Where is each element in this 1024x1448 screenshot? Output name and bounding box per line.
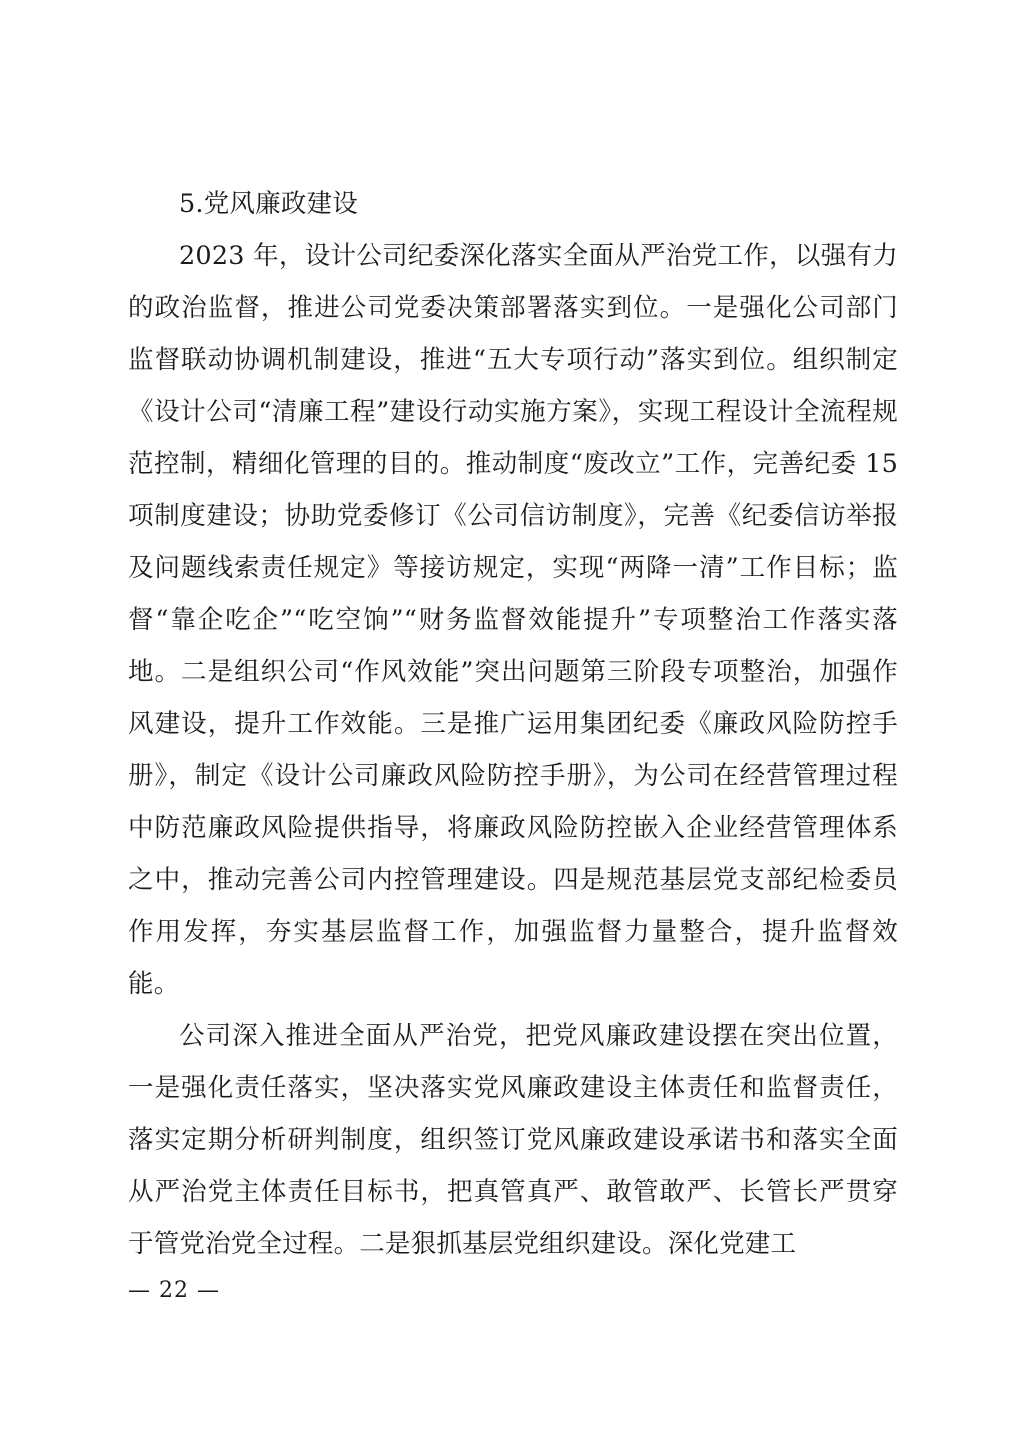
body-paragraph-1: 2023 年，设计公司纪委深化落实全面从严治党工作，以强有力的政治监督，推进公司党委决策部署落实到位。一是强化公司部门监督联动协调机制建设，推进“五大专项行动”落实到位。组织制定《设计公司“清廉工程”建设行动实施方案》，实现工程设计全流程规范控制，精细化管理的目的。推动制度“废改立”工作，完善纪委 15 项制度建设；协助党委修订《公司信访制度》，完善《纪委信访举报及问题线索责任规定》等接访规定，实现“两降一清”工作目标；监督“靠企吃企”“吃空饷”“财务监督效能提升”专项整治工作落实落地。二是组织公司“作风效能”突出问题第三阶段专项整治，加强作风建设，提升工作效能。三是推广运用集团纪委《廉政风险防控手册》，制定《设计公司廉政风险防控手册》，为公司在经营管理过程中防范廉政风险提供指导，将廉政风险防控嵌入企业经营管理体系之中，推动完善公司内控管理建设。四是规范基层党支部纪检委员作用发挥，夯实基层监督工作，加强监督力量整合，提升监督效能。 xyxy=(128,241,898,999)
section-heading: 5.党风廉政建设 xyxy=(179,189,358,219)
page-number: — 22 — xyxy=(128,1278,220,1303)
page-content xyxy=(128,178,898,1270)
body-paragraph-2: 公司深入推进全面从严治党，把党风廉政建设摆在突出位置，一是强化责任落实，坚决落实党风廉政建设主体责任和监督责任，落实定期分析研判制度，组织签订党风廉政建设承诺书和落实全面从严治党主体责任目标书，把真管真严、敢管敢严、长管长严贯穿于管党治党全过程。二是狠抓基层党组织建设。深化党建工 xyxy=(128,1021,898,1259)
